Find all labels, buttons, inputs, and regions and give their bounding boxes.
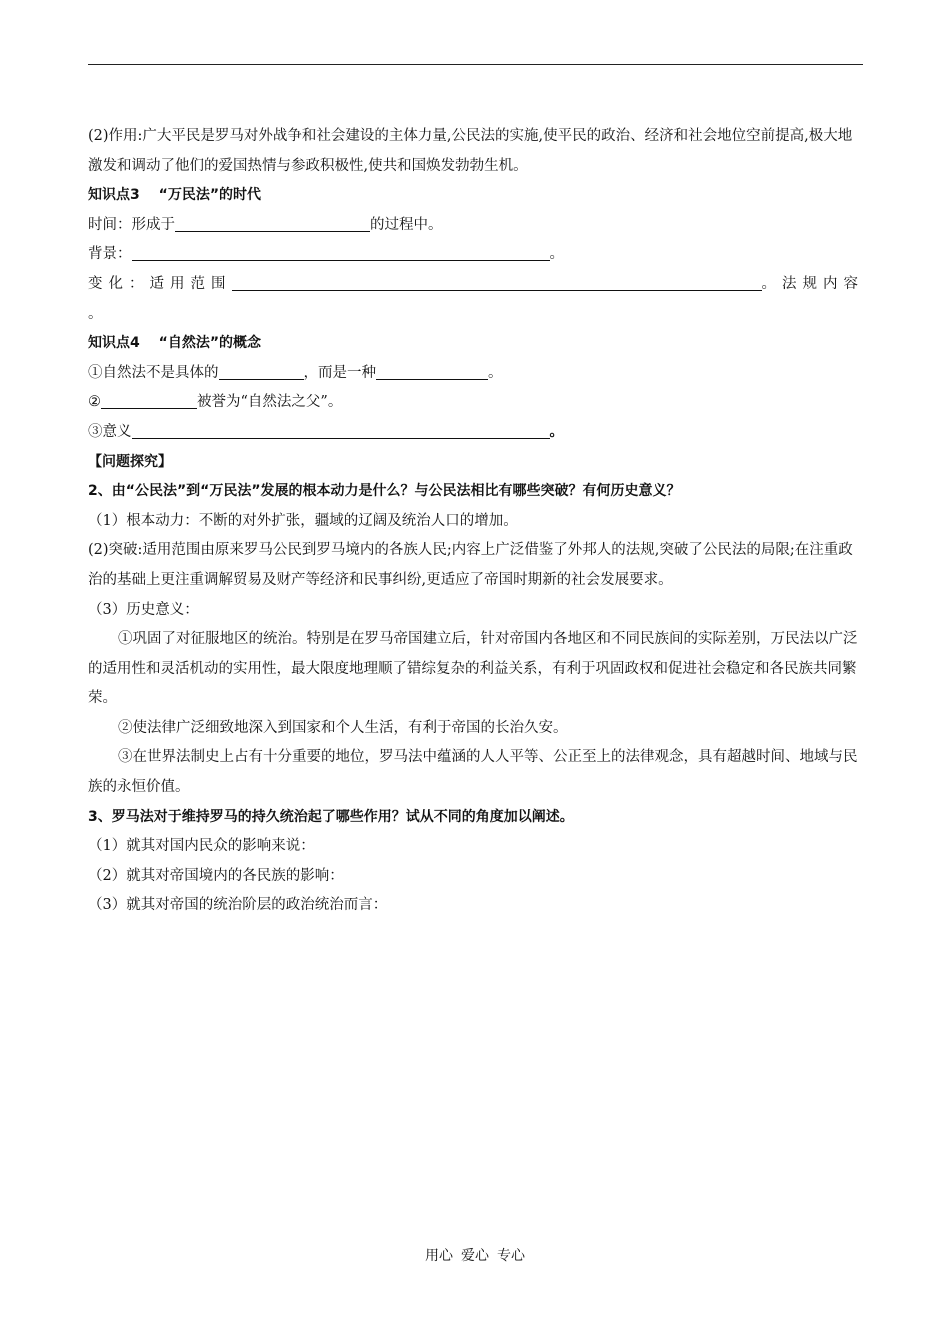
fill-blank[interactable] [132, 421, 550, 439]
kp3-time: 时间：形成于 的过程中。 [88, 211, 863, 241]
answer-3-1: （1）就其对国内民众的影响来说： [88, 838, 315, 855]
kp3-background: 背景： 。 [88, 240, 863, 270]
answer-3-3: （3）就其对帝国的统治阶层的政治统治而言： [88, 897, 388, 914]
answer-2-2: (2)突破:适用范围由原来罗马公民到罗马境内的各族人民;内容上广泛借鉴了外邦人的法规,突破了公民法的局限;在注重政治的基础上更注重调解贸易及财产等经济和民事纠纷,更适应了帝国时期新的社会发展要求。 [88, 542, 853, 588]
header-rule [88, 64, 863, 65]
answer-3-2: （2）就其对帝国境内的各民族的影响： [88, 867, 344, 884]
inquiry-heading: 【问题探究】 [88, 453, 172, 470]
kp3-change-end: 。 [88, 305, 103, 322]
answer-2-3-3: ③在世界法制史上占有十分重要的地位，罗马法中蕴涵的人人平等、公正至上的法律观念，具有超越时间、地域与民族的永恒价值。 [88, 749, 858, 796]
question-3: 3、罗马法对于维持罗马的持久统治起了哪些作用？试从不同的角度加以阐述。 [88, 808, 574, 825]
fill-blank[interactable] [132, 243, 550, 261]
answer-2-3: （3）历史意义： [88, 601, 199, 618]
kp3-heading: 知识点3 “万民法”的时代 [88, 187, 262, 204]
kp4-heading: 知识点4 “自然法”的概念 [88, 335, 262, 352]
kp3-change: 变化：适用范围 。法规内容 [88, 270, 863, 300]
answer-2-3-2: ②使法律广泛细致地深入到国家和个人生活，有利于帝国的长治久安。 [118, 719, 568, 736]
page-footer: 用心 爱心 专心 [425, 1248, 525, 1264]
fill-blank[interactable] [219, 362, 304, 380]
fill-blank[interactable] [376, 362, 488, 380]
answer-2-1: （1）根本动力：不断的对外扩张，疆域的辽阔及统治人口的增加。 [88, 512, 518, 529]
paragraph-effect: (2)作用:广大平民是罗马对外战争和社会建设的主体力量,公民法的实施,使平民的政治、经济和社会地位空前提高,极大地激发和调动了他们的爱国热情与参政积极性,使共和国焕发勃勃生机。 [88, 128, 853, 174]
answer-2-3-1: ①巩固了对征服地区的统治。特别是在罗马帝国建立后，针对帝国内各地区和不同民族间的实际差别，万民法以广泛的适用性和灵活机动的实用性，最大限度地理顺了错综复杂的利益关系，有利于巩固政权和促进社会稳定和各民族共同繁荣。 [88, 631, 858, 707]
fill-blank[interactable] [175, 214, 370, 232]
question-2: 2、由“公民法”到“万民法”发展的根本动力是什么？与公民法相比有哪些突破？有何历史意义？ [88, 483, 681, 500]
kp4-line1: ①自然法不是具体的 ，而是一种 。 [88, 359, 863, 389]
fill-blank[interactable] [232, 273, 762, 291]
kp4-line3: ③意义 。 [88, 418, 863, 448]
kp4-line2: ② 被誉为“自然法之父”。 [88, 388, 863, 418]
document-body [88, 122, 863, 921]
fill-blank[interactable] [101, 391, 197, 409]
